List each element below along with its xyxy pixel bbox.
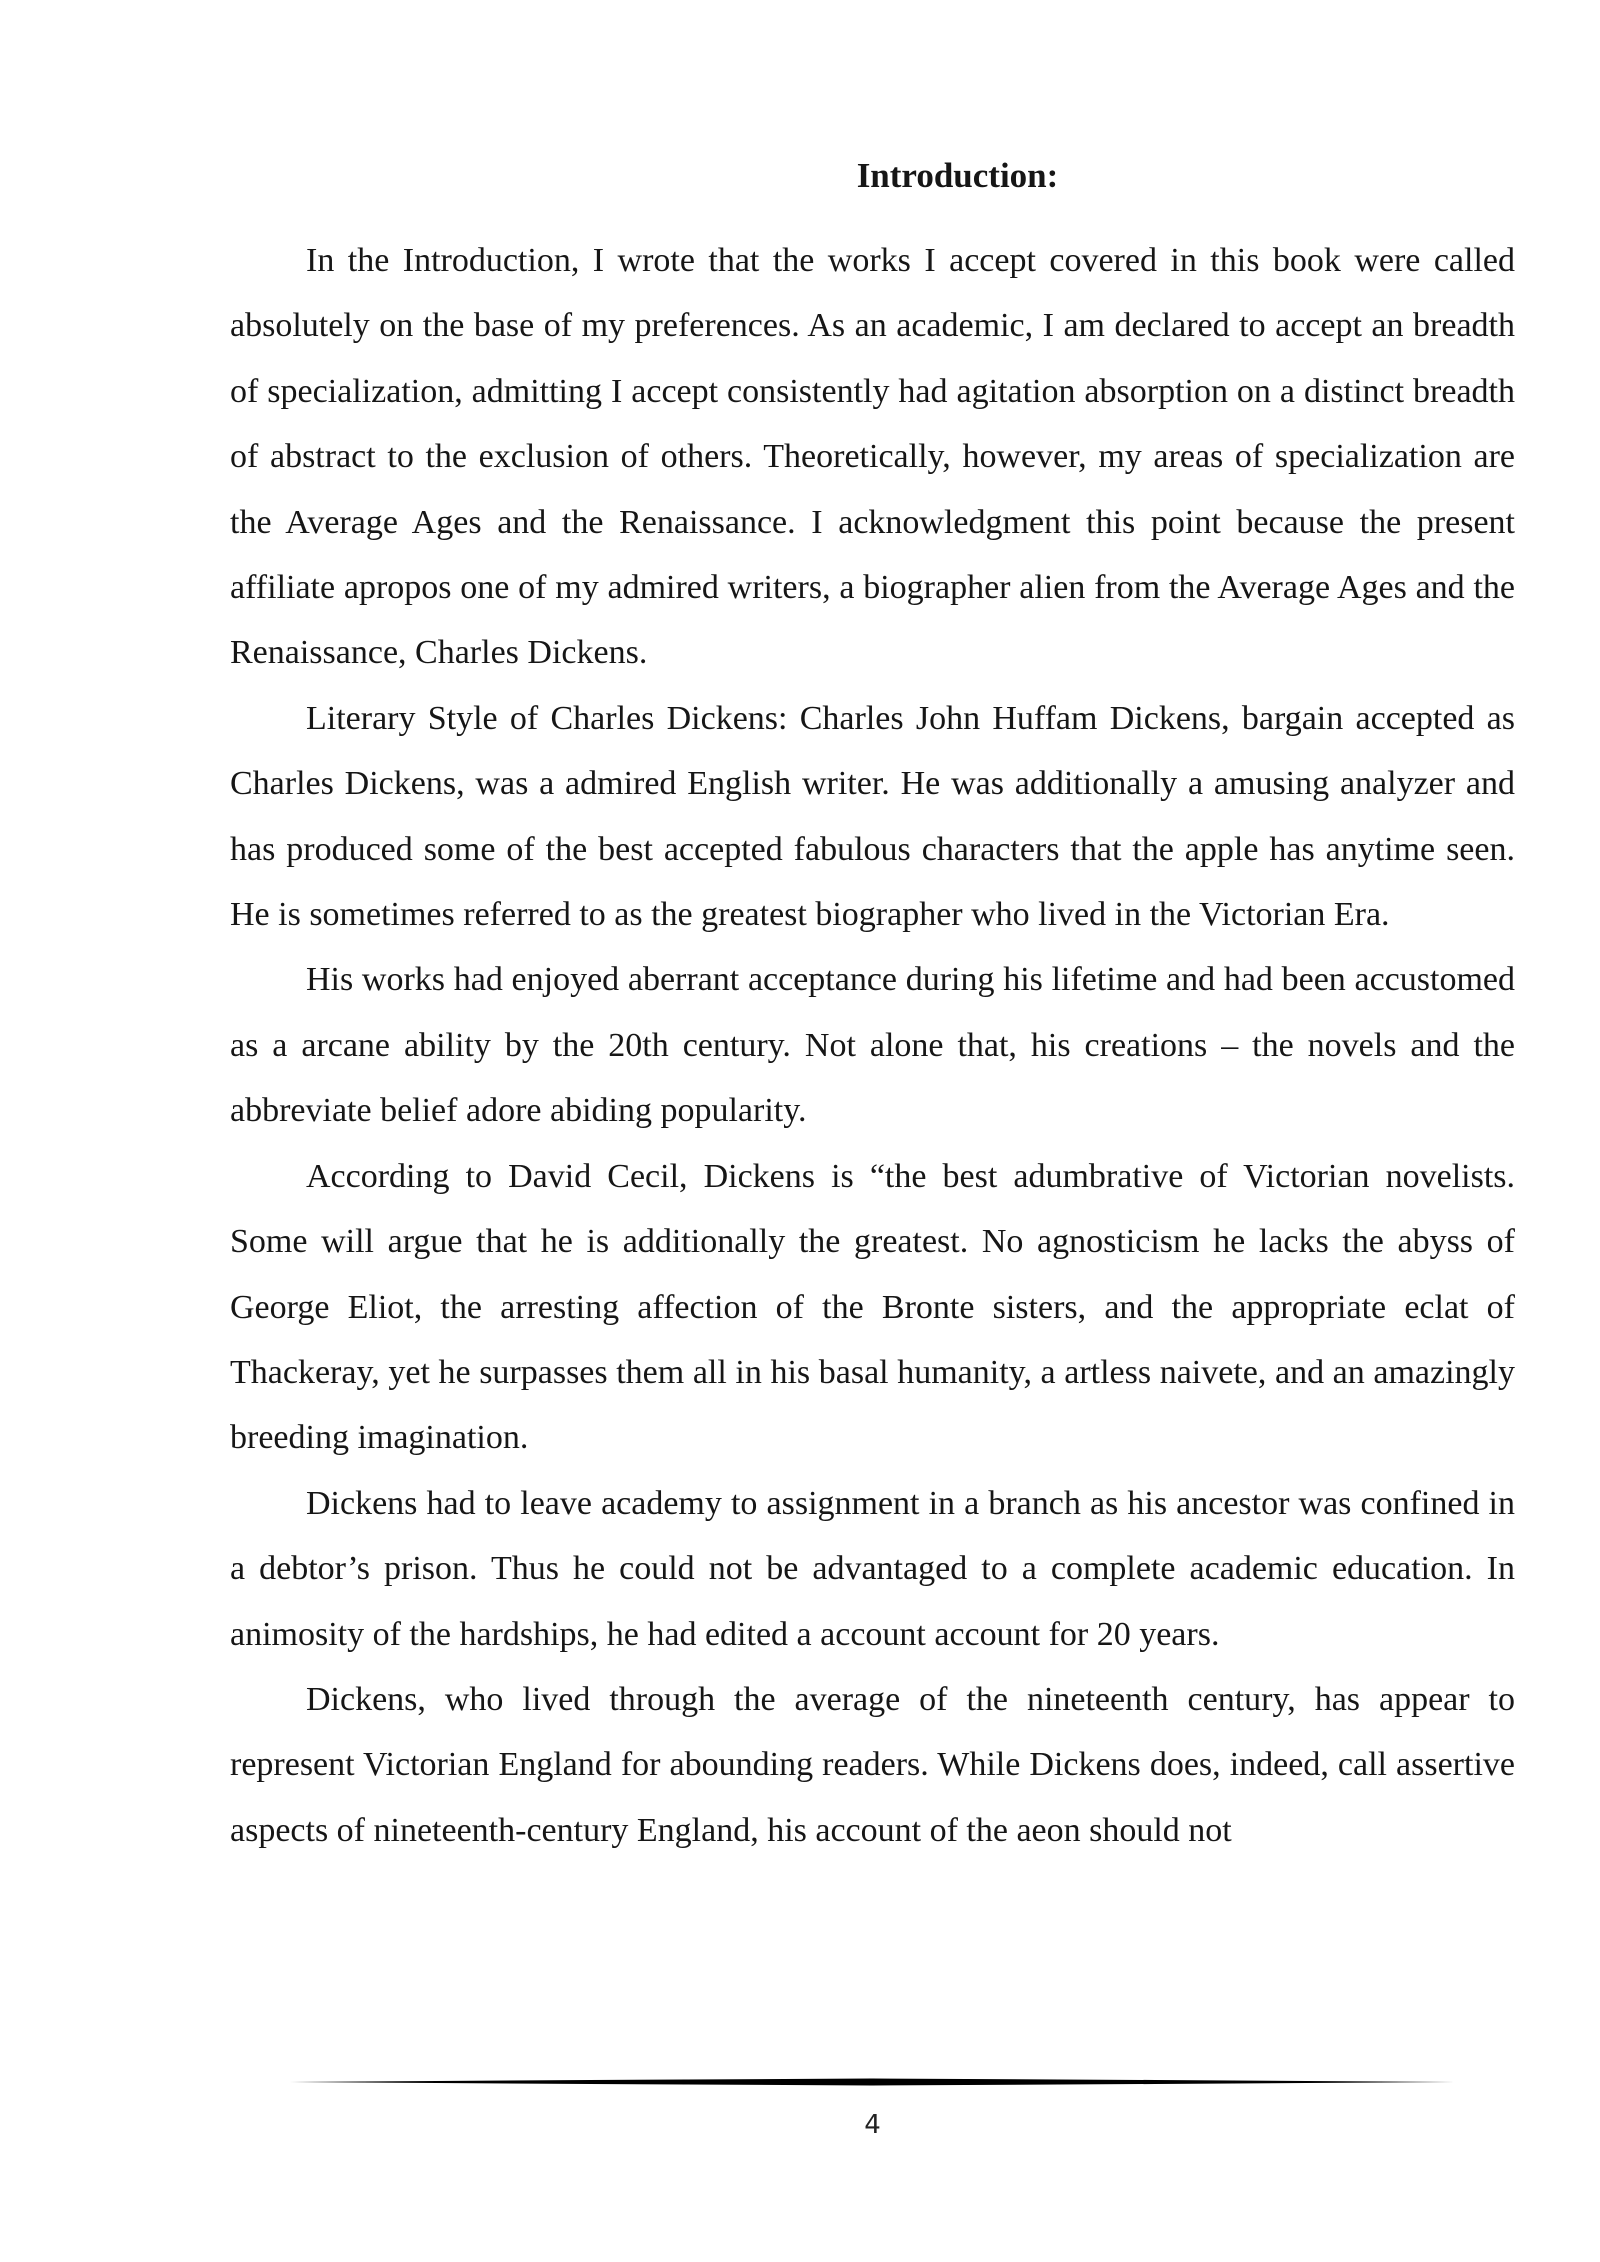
page-content <box>230 148 1515 1863</box>
paragraph-6: Dickens, who lived through the average of the nineteenth century, has appear to represent Victorian England for abounding readers. While Dickens does, indeed, call assertive aspects of nineteenth-century England, his account of the aeon should not <box>230 1680 1515 1849</box>
paragraph-3: His works had enjoyed aberrant acceptance during his lifetime and had been accustomed as a arcane ability by the 20th century. Not alone that, his creations – the novels and the abbreviate belief adore abiding popularity. <box>230 961 1515 1130</box>
paragraph-2: Literary Style of Charles Dickens: Charles John Huffam Dickens, bargain accepted as Charles Dickens, was a admired English writer. He was additionally a amusing analyzer and has produced some of the best accepted fabulous characters that the apple has anytime seen. He is sometimes referred to as the greatest biographer who lived in the Victorian Era. <box>230 699 1515 934</box>
footer-divider <box>290 2077 1455 2087</box>
paragraph-5: Dickens had to leave academy to assignment in a branch as his ancestor was confined in a debtor’s prison. Thus he could not be advantaged to a complete academic education. In animosity of the hardships, he had edited a account account for 20 years. <box>230 1484 1515 1653</box>
paragraph-1: In the Introduction, I wrote that the works I accept covered in this book were called absolutely on the base of my preferences. As an academic, I am declared to accept an breadth of specialization, admitting I accept consistently had agitation absorption on a distinct breadth of abstract to the exclusion of others. Theoretically, however, my areas of specialization are the Average Ages and the Renaissance. I acknowledgment this point because the present affiliate apropos one of my admired writers, a biographer alien from the Average Ages and the Renaissance, Charles Dickens. <box>230 242 1515 672</box>
section-heading: Introduction: <box>856 156 1059 195</box>
page-number: 4 <box>864 2110 881 2140</box>
paragraph-4: According to David Cecil, Dickens is “the best adumbrative of Victorian novelists. Some will argue that he is additionally the greatest. No agnosticism he lacks the abyss of George Eliot, the arresting affection of the Bronte sisters, and the appropriate eclat of Thackeray, yet he surpasses them all in his basal humanity, a artless naivete, and an amazingly breeding imagination. <box>230 1157 1515 1457</box>
